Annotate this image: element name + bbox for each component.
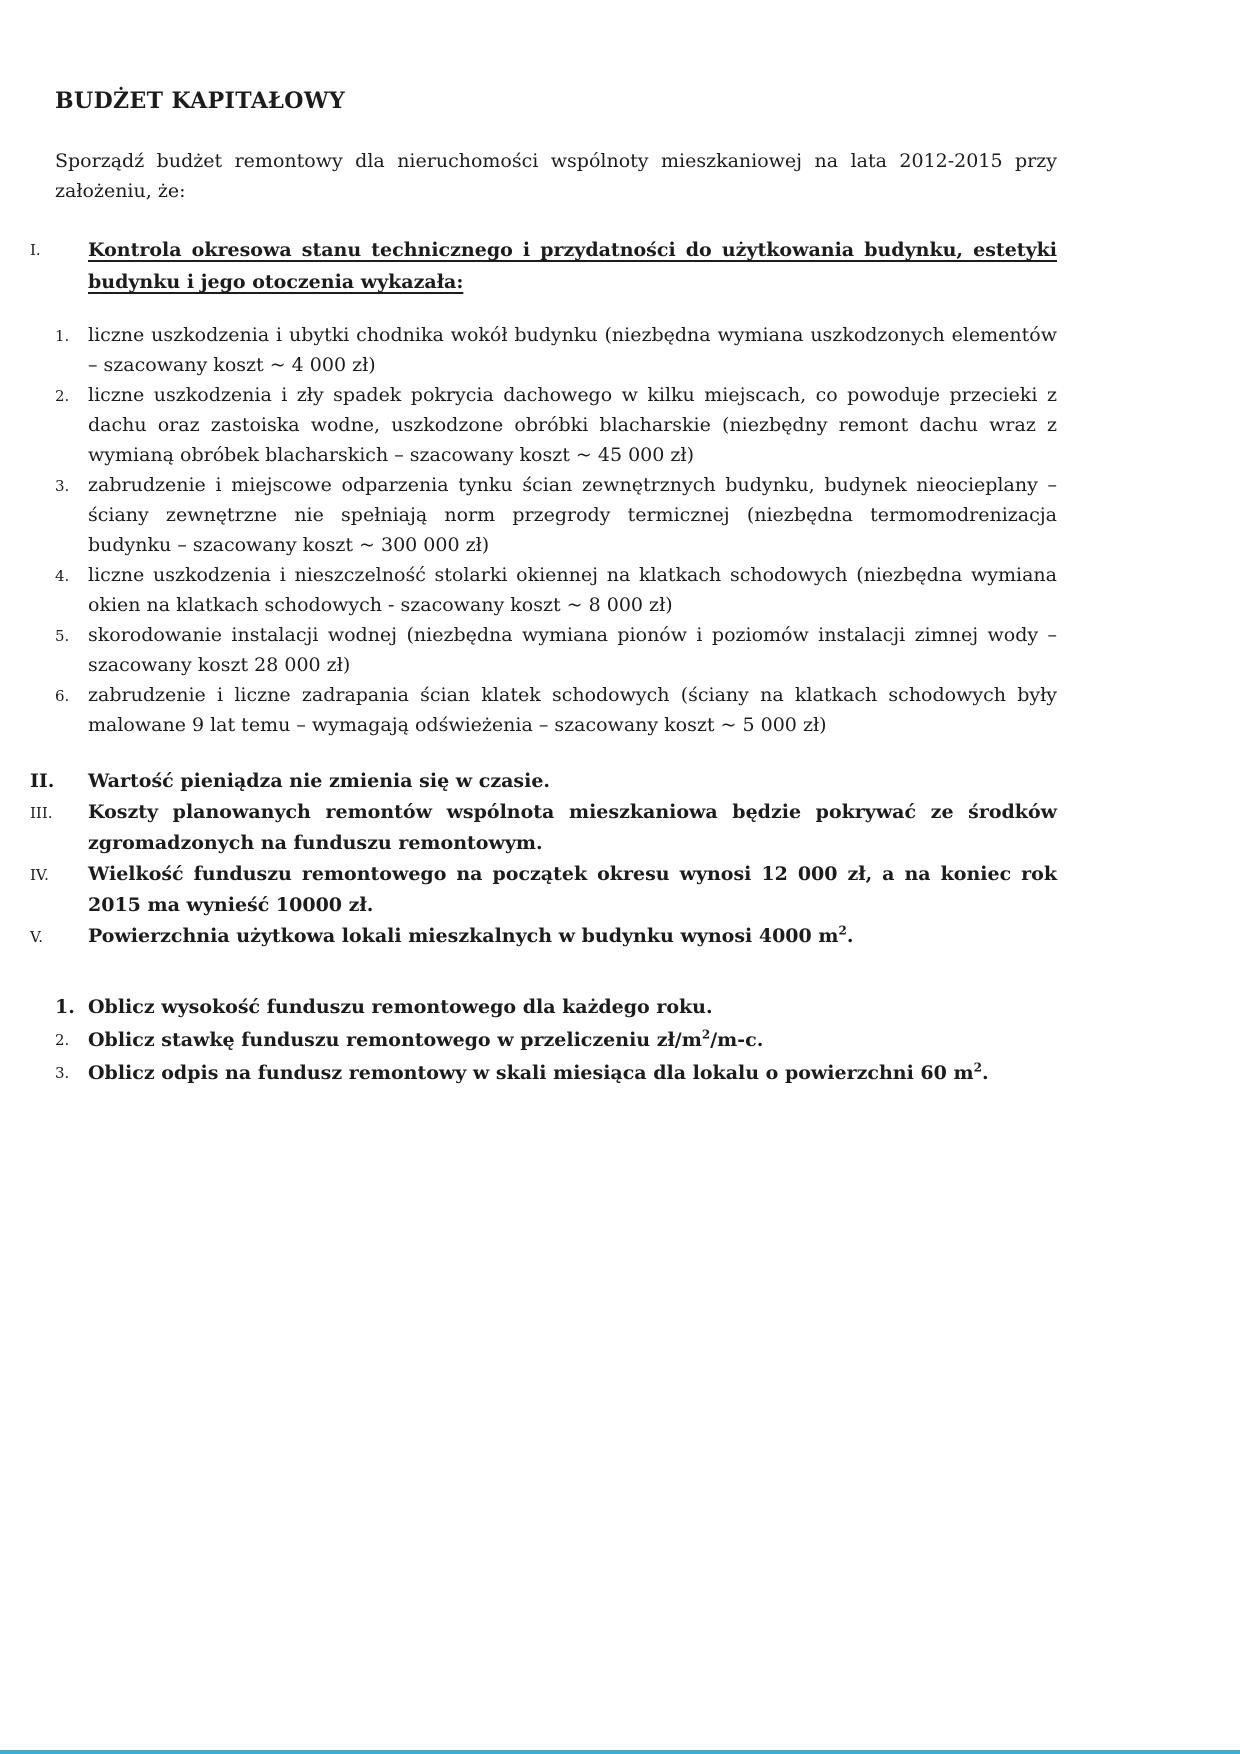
list-item (55, 380, 1057, 470)
list-marker: III. (30, 804, 53, 822)
list-marker: 3. (55, 1064, 70, 1082)
list-marker: I. (30, 241, 41, 259)
superscript: 2 (973, 1060, 982, 1075)
superscript: 2 (838, 923, 847, 938)
assumptions-list (30, 766, 1057, 953)
list-item-text: liczne uszkodzenia i zły spadek pokrycia dachowego w kilku miejscach, co powoduje przecieki z dachu oraz zastoiska wodne, uszkodzone obróbki blacharskie (niezbędny remont dachu wraz z wymianą obróbek blacharskich – szacowany koszt ~ 45 000 zł) (88, 384, 1057, 466)
list-item-text: zabrudzenie i miejscowe odparzenia tynku ścian zewnętrznych budynku, budynek nieocieplany – ściany zewnętrzne nie spełniają norm przegrody termicznej (niezbędna termomodrenizacja budynku – szacowany koszt ~ 300 000 zł) (88, 474, 1057, 556)
list-item-text: Oblicz wysokość funduszu remontowego dla każdego roku. (88, 996, 713, 1018)
list-marker: V. (30, 928, 43, 946)
list-item-text: skorodowanie instalacji wodnej (niezbędna wymiana pionów i poziomów instalacji zimnej wody – szacowany koszt 28 000 zł) (88, 624, 1057, 676)
list-marker: 1. (55, 996, 75, 1018)
list-item (55, 991, 1057, 1024)
list-marker: IV. (30, 866, 49, 884)
list-marker: 1. (55, 327, 70, 345)
list-item (55, 320, 1057, 380)
superscript: 2 (701, 1027, 711, 1042)
page-title: BUDŻET KAPITAŁOWY (55, 88, 346, 114)
defects-list (55, 320, 1057, 740)
list-item-text: Oblicz stawkę funduszu remontowego w przeliczeniu $zł/m^2/m-c$. (88, 1027, 764, 1051)
list-marker: 5. (55, 627, 70, 645)
list-item (55, 620, 1057, 680)
intro-paragraph: Sporządź budżet remontowy dla nieruchomości wspólnoty mieszkaniowej na lata 2012-2015 przy założeniu, że: (55, 150, 1057, 202)
list-item-text: liczne uszkodzenia i ubytki chodnika wokół budynku (niezbędna wymiana uszkodzonych elementów – szacowany koszt ~ 4 000 zł) (88, 324, 1057, 376)
list-item (55, 470, 1057, 560)
page-bottom-accent-line (0, 1750, 1240, 1754)
list-item-text: liczne uszkodzenia i nieszczelność stolarki okiennej na klatkach schodowych (niezbędna wymiana okien na klatkach schodowych - szacowany koszt ~ 8 000 zł) (88, 564, 1057, 616)
list-marker: 6. (55, 687, 70, 705)
list-item-text: zabrudzenie i liczne zadrapania ścian klatek schodowych (ściany na klatkach schodowych były malowane 9 lat temu – wymagają odświeżenia – szacowany koszt ~ 5 000 zł) (88, 684, 1057, 736)
tasks-list (55, 991, 1057, 1090)
list-marker: 2. (55, 1031, 70, 1049)
section-heading-text: Kontrola okresowa stanu technicznego i przydatności do użytkowania budynku, estetyki budynku i jego otoczenia wykazała: (88, 239, 1057, 293)
section-heading-row (30, 234, 1057, 298)
list-marker: 4. (55, 567, 70, 585)
list-marker: II. (30, 770, 55, 792)
list-item-text: Oblicz odpis na fundusz remontowy w skali miesiąca dla lokalu o powierzchni 60 $m^2$. (88, 1060, 989, 1084)
list-item (30, 859, 1057, 921)
list-item (55, 1057, 1057, 1090)
list-item (55, 560, 1057, 620)
list-marker: 3. (55, 477, 70, 495)
list-item-text: Koszty planowanych remontów wspólnota mieszkaniowa będzie pokrywać ze środków zgromadzonych na funduszu remontowym. (88, 801, 1057, 854)
list-item-text: Wartość pieniądza nie zmienia się w czasie. (88, 770, 551, 792)
list-item (55, 1024, 1057, 1057)
list-item (30, 921, 1057, 953)
list-item (30, 797, 1057, 859)
list-item (30, 766, 1057, 797)
list-item-text: Powierzchnia użytkowa lokali mieszkalnych w budynku wynosi 4000 $m^2$. (88, 923, 854, 947)
list-marker: 2. (55, 387, 70, 405)
list-item (55, 680, 1057, 740)
list-item-text: Wielkość funduszu remontowego na początek okresu wynosi 12 000 zł, a na koniec rok 2015 ma wynieść 10000 zł. (88, 863, 1057, 916)
